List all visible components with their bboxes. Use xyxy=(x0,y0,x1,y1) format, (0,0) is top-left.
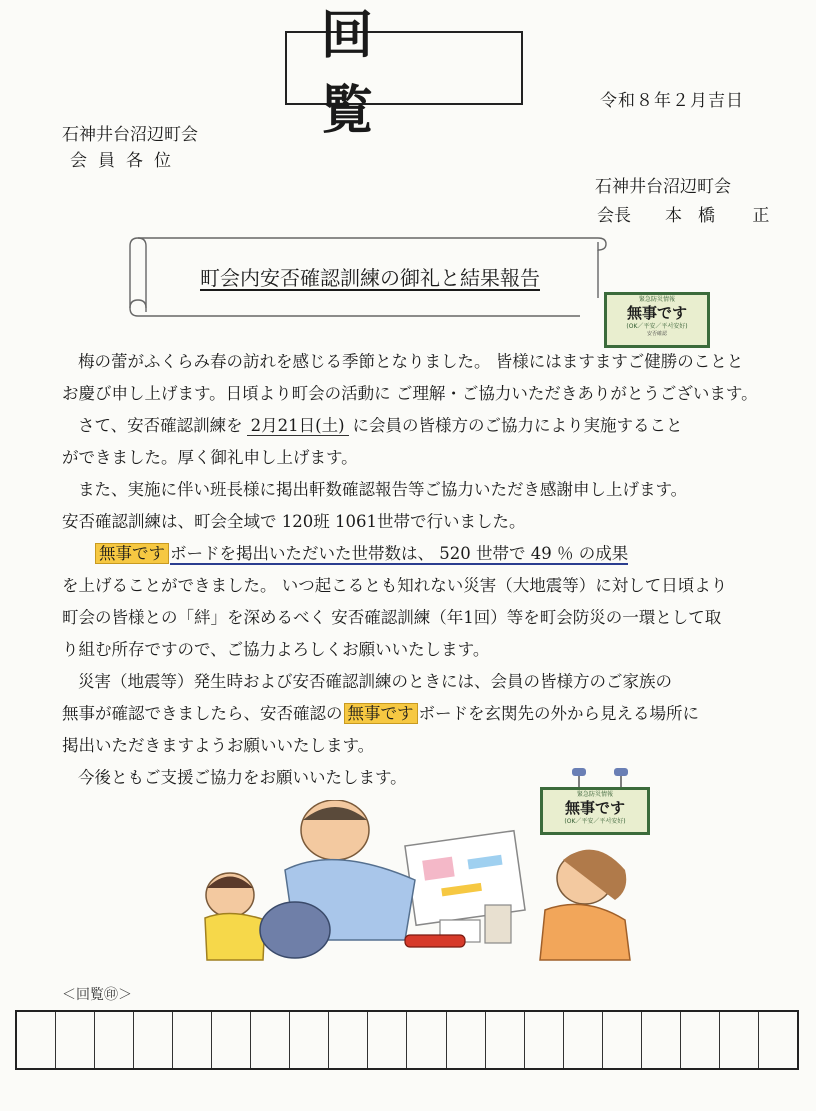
paragraph-line: 梅の蕾がふくらみ春の訪れを感じる季節となりました。 皆様にはますますご健勝のことと xyxy=(78,352,744,371)
stamp-cell xyxy=(447,1012,486,1068)
stamp-cell xyxy=(173,1012,212,1068)
training-date: 2月21日(土) xyxy=(247,416,349,436)
paragraph-line: 安否確認訓練は、町会全域で 120班 1061世帯で行いました。 xyxy=(62,512,526,531)
sender-role: 会長 xyxy=(597,206,631,226)
sender-org: 石神井台沼辺町会 xyxy=(595,177,731,197)
stamp-cell xyxy=(134,1012,173,1068)
stamp-cell xyxy=(564,1012,603,1068)
paragraph-line: を上げることができました。 いつ起こるとも知れない災害（大地震等）に対して日頃より xyxy=(62,576,728,595)
paragraph-line: お慶び申し上げます。日頃より町会の活動に ご理解・ご協力いただきありがとうございます。 xyxy=(62,384,758,403)
stamp-cell xyxy=(486,1012,525,1068)
recipient-org: 石神井台沼辺町会 xyxy=(62,125,198,145)
stamp-cell xyxy=(17,1012,56,1068)
paragraph-line: 今後ともご支援ご協力をお願いいたします。 xyxy=(78,768,407,787)
paragraph-line xyxy=(62,410,782,442)
paragraph-line xyxy=(62,538,782,570)
document-title: 回 覧 xyxy=(285,31,523,105)
stamp-label: ＜回覧㊞＞ xyxy=(62,987,132,1003)
stamp-cell xyxy=(95,1012,134,1068)
paragraph-line: 掲出いただきますようお願いいたします。 xyxy=(62,736,375,755)
paragraph-line: また、実施に伴い班長様に掲出軒数確認報告等ご協力いただき感謝申し上げます。 xyxy=(78,480,688,499)
stamp-cell xyxy=(642,1012,681,1068)
stamp-cell xyxy=(681,1012,720,1068)
board-sub-text: (OK／平安／平서安好) xyxy=(564,818,626,825)
stamp-cell xyxy=(603,1012,642,1068)
sender-name: 本橋 正 xyxy=(665,206,786,226)
board-top-text: 緊急防災情報 xyxy=(638,296,675,303)
highlight-badge: 無事です xyxy=(95,543,169,564)
text-fragment: さて、安否確認訓練を xyxy=(78,416,243,435)
stamp-cell xyxy=(368,1012,407,1068)
board-main-text: 無事です xyxy=(564,799,625,817)
stamp-cell xyxy=(329,1012,368,1068)
safety-board-image xyxy=(604,292,710,348)
notice-heading: 町会内安否確認訓練の御礼と結果報告 xyxy=(200,266,540,290)
stamp-cell xyxy=(290,1012,329,1068)
recipient: 会員各位 xyxy=(70,151,182,171)
stamp-grid xyxy=(15,1010,799,1070)
board-sub-text: (OK／平安／平서安好) xyxy=(626,323,688,330)
text-fragment: に会員の皆様方のご協力により実施すること xyxy=(352,416,683,435)
stamp-cell xyxy=(56,1012,95,1068)
board-foot-text: 安否確認 xyxy=(646,331,667,337)
board-top-text: 緊急防災情報 xyxy=(576,791,613,798)
stamp-cell xyxy=(525,1012,564,1068)
stamp-cell xyxy=(212,1012,251,1068)
text-fragment: ボードを玄関先の外から見える場所に xyxy=(418,704,699,723)
mother-figure-icon xyxy=(540,850,630,960)
stamp-cell xyxy=(251,1012,290,1068)
stamp-cell xyxy=(407,1012,446,1068)
sender xyxy=(597,201,785,226)
paragraph-line: ができました。厚く御礼申し上げます。 xyxy=(62,448,358,467)
stamp-cell xyxy=(759,1012,797,1068)
highlight-badge: 無事です xyxy=(344,703,418,724)
text-fragment: 無事が確認できましたら、安否確認の xyxy=(62,704,343,723)
paragraph-line: 災害（地震等）発生時および安否確認訓練のときには、会員の皆様方のご家族の xyxy=(78,672,672,691)
stamp-cell xyxy=(720,1012,759,1068)
paragraph-line: り組む所存ですので、ご協力よろしくお願いいたします。 xyxy=(62,640,490,659)
paragraph-line xyxy=(62,698,782,730)
issue-date: 令和８年２月吉日 xyxy=(600,91,744,111)
paragraph-line: 町会の皆様との「絆」を深めるべく 安否確認訓練（年1回）等を町会防災の一環として取 xyxy=(62,608,722,627)
board-main-text: 無事です xyxy=(626,304,687,322)
result-text: ボードを掲出いただいた世帯数は、 520 世帯で 49 ％ の成果 xyxy=(170,544,629,563)
family-illustration xyxy=(185,800,665,970)
body-text xyxy=(62,346,782,794)
